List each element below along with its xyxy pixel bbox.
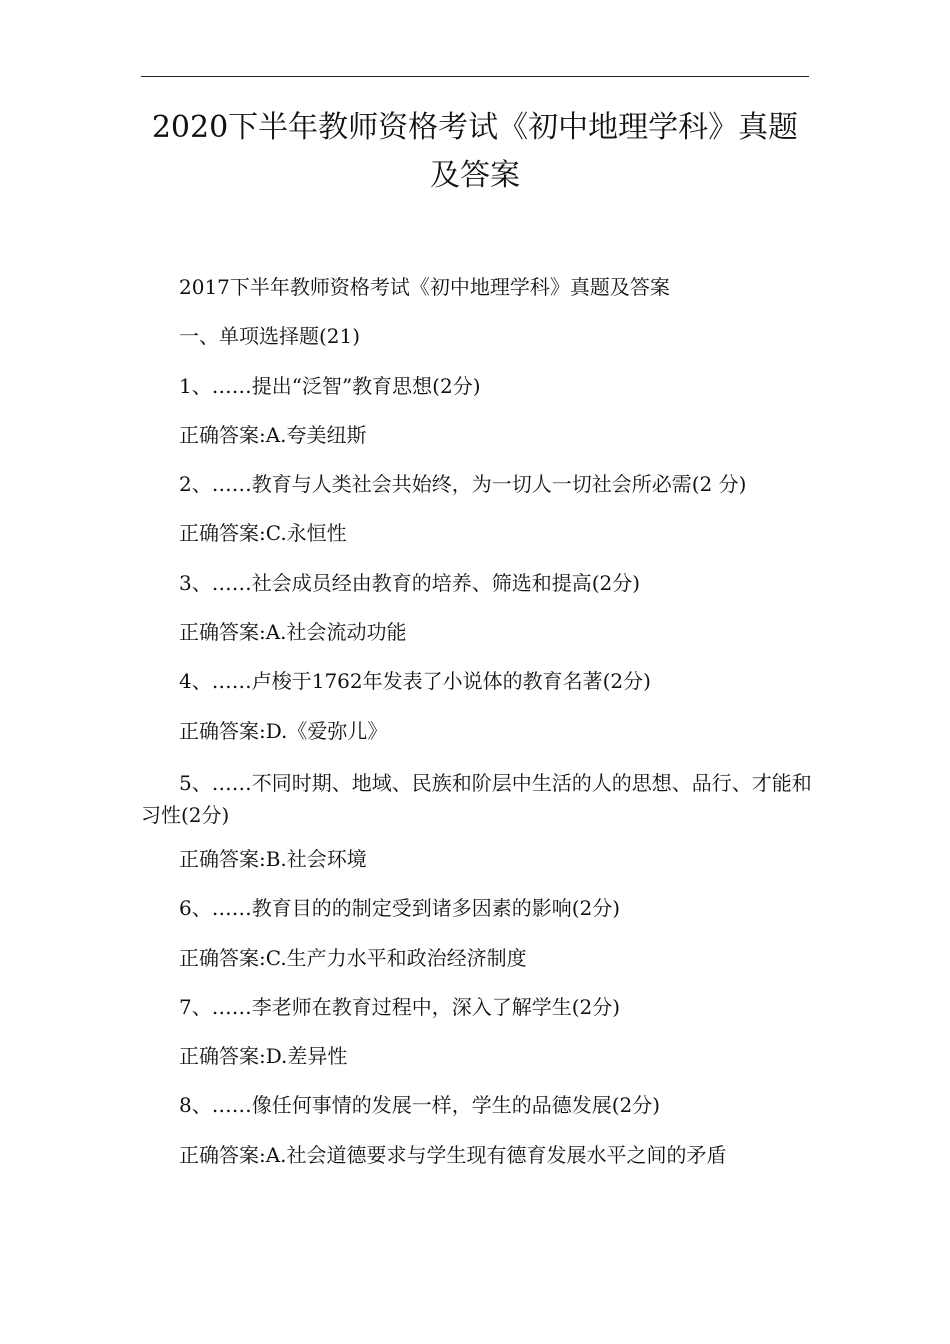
title-line-1: 2020下半年教师资格考试《初中地理学科》真题 xyxy=(151,110,799,145)
section-heading: 一、单项选择题(21) xyxy=(179,324,361,349)
question-4: 4、……卢梭于1762年发表了小说体的教育名著(2分) xyxy=(179,669,651,694)
answer-6: 正确答案:C.生产力水平和政治经济制度 xyxy=(179,945,527,970)
title-line-2: 及答案 xyxy=(430,158,520,193)
answer-5: 正确答案:B.社会环境 xyxy=(179,846,367,871)
answer-7: 正确答案:D.差异性 xyxy=(179,1044,348,1069)
answer-3: 正确答案:A.社会流动功能 xyxy=(179,620,407,645)
question-8: 8、……像任何事情的发展一样，学生的品德发展(2分) xyxy=(179,1093,661,1118)
answer-8: 正确答案:A.社会道德要求与学生现有德育发展水平之间的矛盾 xyxy=(179,1142,727,1167)
question-6: 6、……教育目的的制定受到诸多因素的影响(2分) xyxy=(179,896,621,921)
question-7: 7、……李老师在教育过程中，深入了解学生(2分) xyxy=(179,994,621,1019)
question-5: 5、……不同时期、地域、民族和阶层中生活的人的思想、品行、才能和习性(2分) xyxy=(141,770,812,827)
answer-1: 正确答案:A.夸美纽斯 xyxy=(179,422,367,447)
document-title xyxy=(141,104,809,200)
header-rule xyxy=(141,76,809,77)
subtitle: 2017下半年教师资格考试《初中地理学科》真题及答案 xyxy=(179,275,670,299)
question-1: 1、……提出“泛智”教育思想(2分) xyxy=(179,373,481,398)
answer-4: 正确答案:D.《爱弥儿》 xyxy=(179,718,388,743)
question-3: 3、……社会成员经由教育的培养、筛选和提高(2分) xyxy=(179,570,641,595)
question-2: 2、……教育与人类社会共始终，为一切人一切社会所必需(2 分) xyxy=(179,472,747,497)
answer-2: 正确答案:C.永恒性 xyxy=(179,521,347,546)
document-body xyxy=(141,274,821,1191)
